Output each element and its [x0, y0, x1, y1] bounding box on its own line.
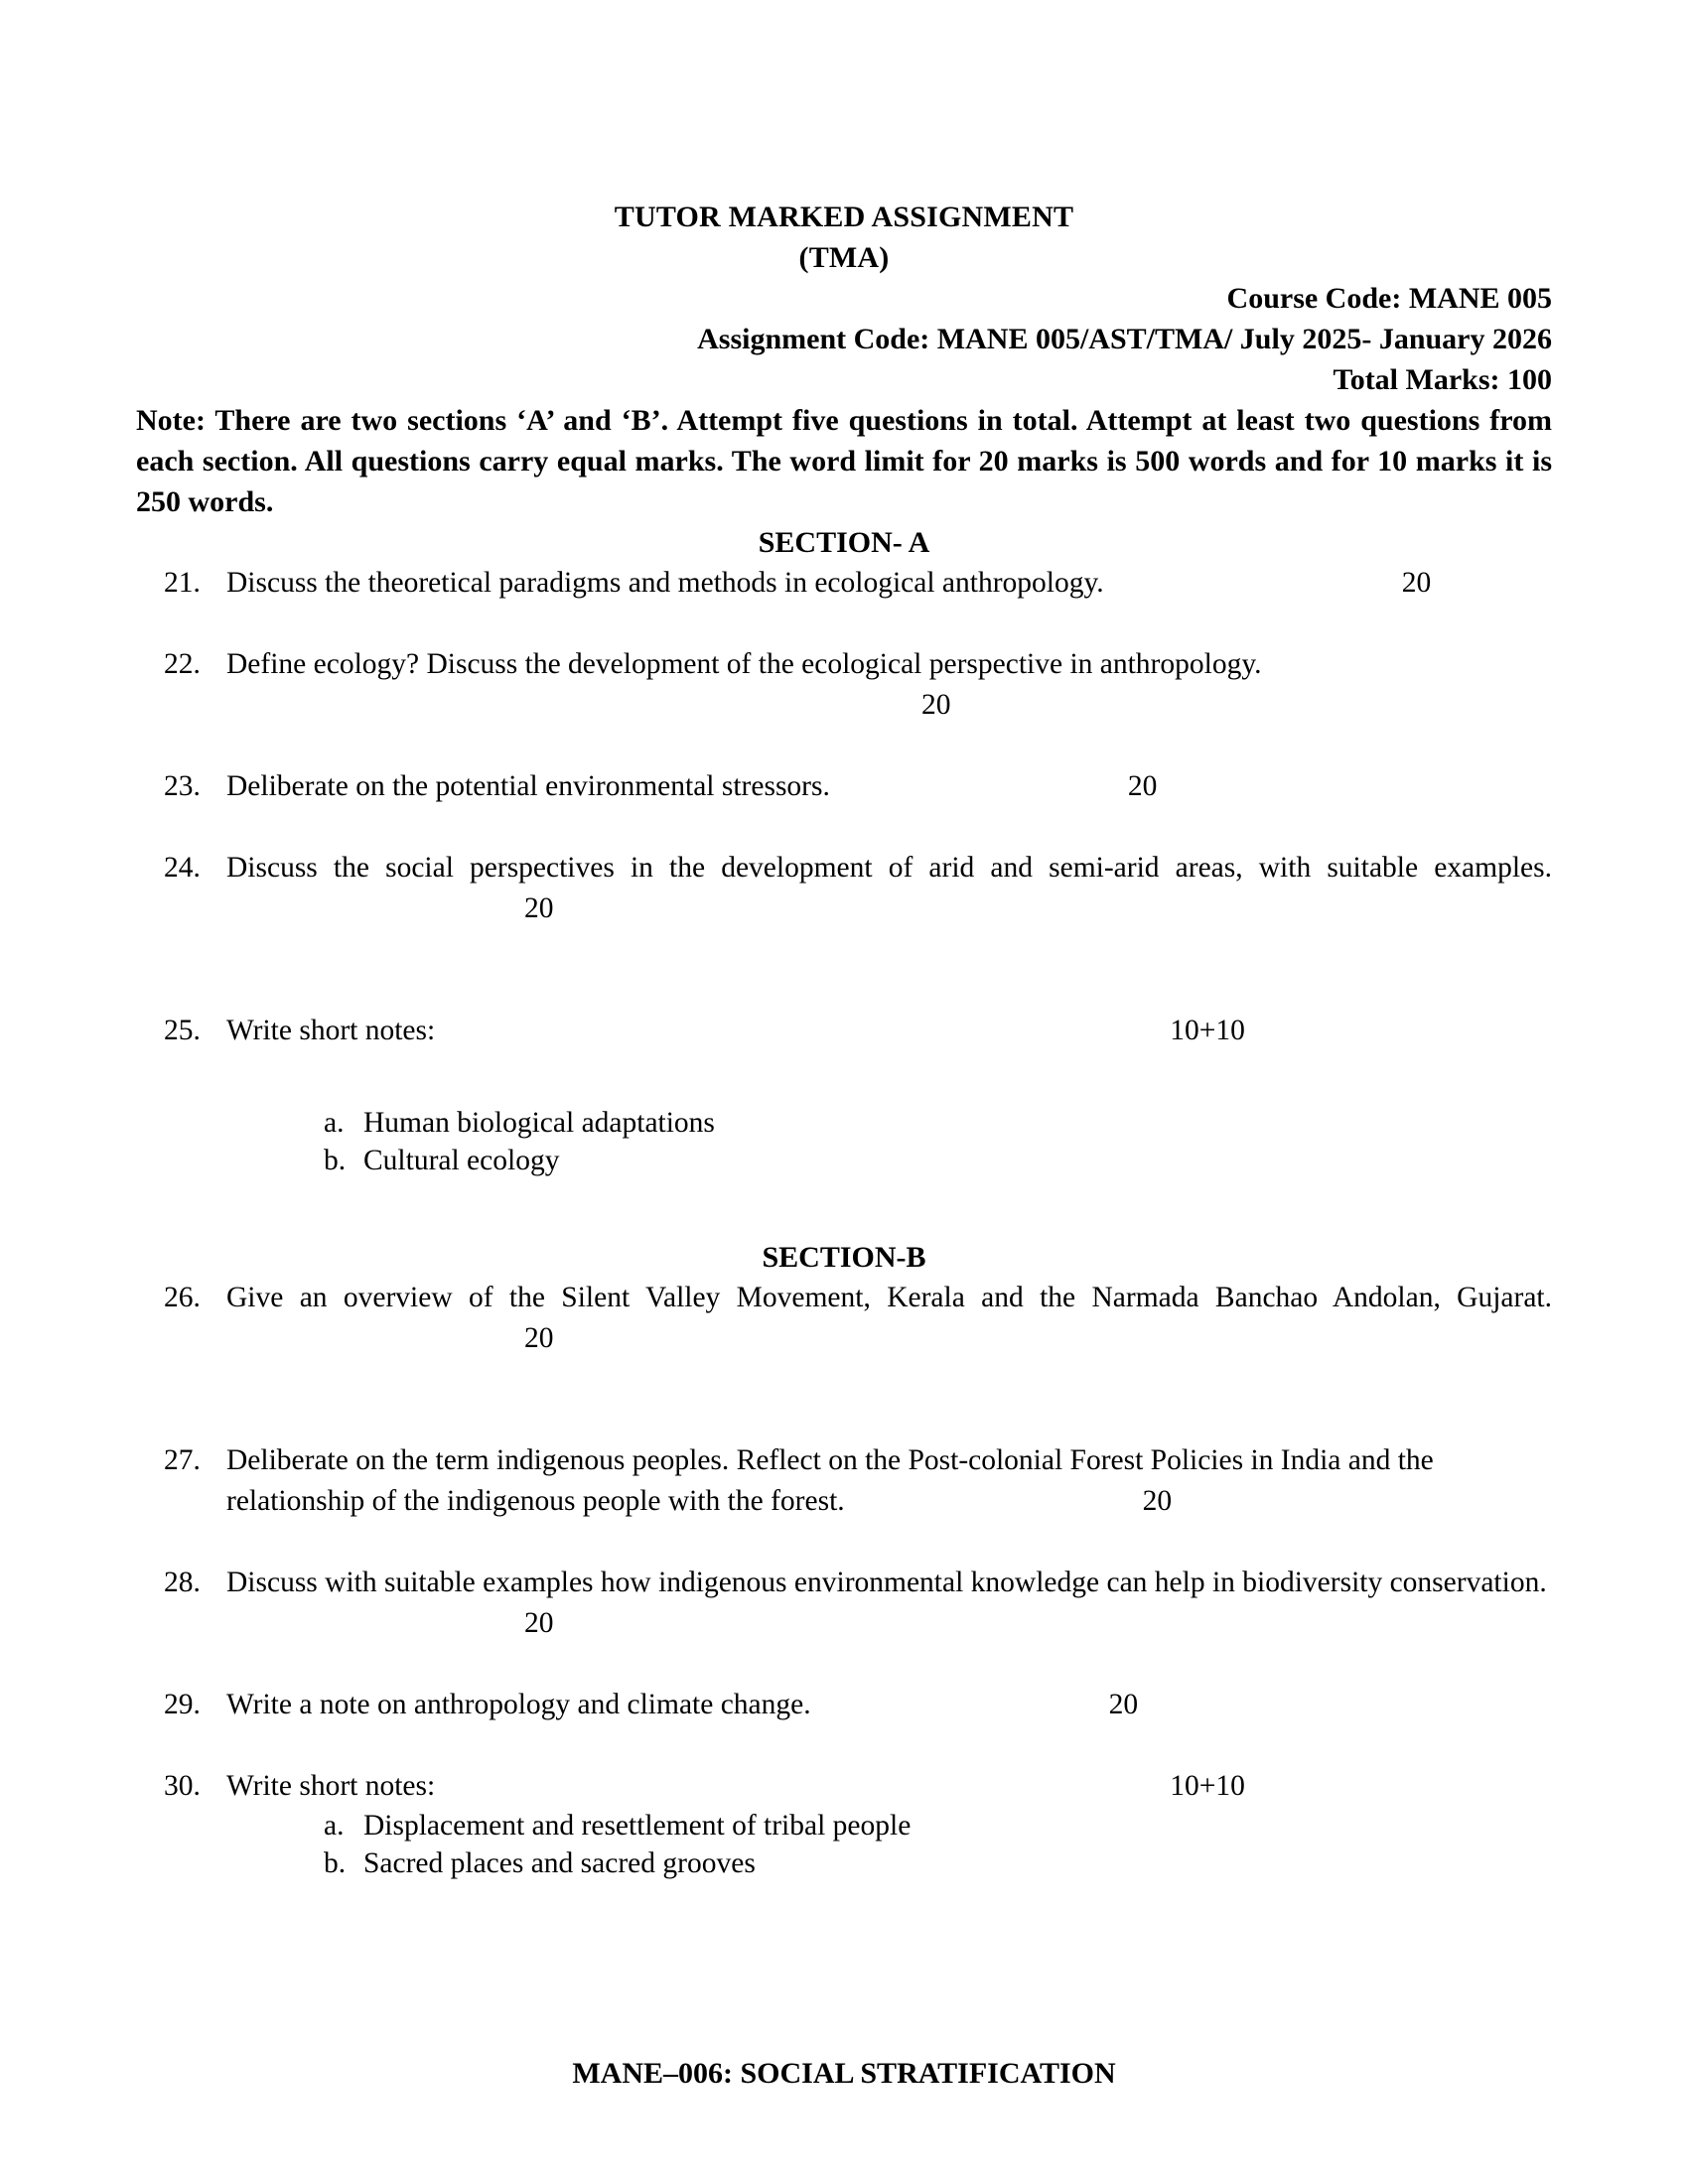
question-number: 21. [164, 567, 201, 599]
question-text [226, 1766, 1552, 1807]
page-footer: MANE–006: SOCIAL STRATIFICATION [572, 2057, 1116, 2090]
assignment-title-line-2: (TMA) [798, 241, 890, 274]
instructions-note: Note: There are two sections ‘A’ and ‘B’. Attempt five questions in total. Attempt at least two questions from each section. All questions carry equal marks. The word limit for 20 marks is 500 words and for 10 marks it is 250 words. [136, 404, 1552, 518]
document-content [136, 197, 1552, 1882]
question-marks: 20 [524, 892, 554, 924]
question-text [226, 1563, 1552, 1644]
question-marks: 10+10 [1170, 1015, 1245, 1046]
sub-item-text: Displacement and resettlement of tribal people [363, 1810, 912, 1842]
question-text [226, 1440, 1552, 1522]
sub-item-text: Sacred places and sacred grooves [363, 1847, 756, 1879]
question-text [226, 848, 1552, 970]
question-item [164, 848, 1552, 970]
question-item [164, 766, 1552, 807]
question-body: Write short notes: [226, 1770, 436, 1802]
sub-item [226, 1844, 1552, 1882]
question-item [164, 1440, 1552, 1522]
sub-item-text: Cultural ecology [363, 1145, 560, 1176]
question-body: Deliberate on the term indigenous peoples. Reflect on the Post-colonial Forest Policies in India and the relationship of the indigenous people with the forest. [226, 1444, 1434, 1517]
sections-container [136, 522, 1552, 1882]
question-text [226, 1011, 1552, 1051]
sub-item-letter: b. [324, 1847, 347, 1879]
question-text [226, 1278, 1552, 1400]
question-list [136, 563, 1552, 1179]
sub-item-list [226, 1807, 1552, 1882]
question-text [226, 766, 1552, 807]
question-body: Discuss the social perspectives in the development of arid and semi-arid areas, with suitable examples. [226, 852, 1552, 884]
question-number: 23. [164, 770, 201, 802]
question-number: 30. [164, 1770, 201, 1802]
question-list [136, 1278, 1552, 1882]
question-marks: 20 [524, 1607, 554, 1639]
question-marks: 20 [1108, 1689, 1139, 1720]
question-body: Write a note on anthropology and climate change. [226, 1689, 811, 1720]
question-item [164, 1278, 1552, 1400]
sub-item-letter: a. [324, 1810, 345, 1842]
question-marks: 20 [524, 1322, 554, 1354]
question-body: Give an overview of the Silent Valley Movement, Kerala and the Narmada Banchao Andolan, Gujarat. [226, 1282, 1552, 1313]
course-code: Course Code: MANE 005 [1226, 282, 1552, 315]
total-marks: Total Marks: 100 [1333, 363, 1552, 396]
sub-item [226, 1807, 1552, 1844]
question-body: Write short notes: [226, 1015, 436, 1046]
sub-item-list [226, 1104, 1552, 1179]
question-body: Deliberate on the potential environmental stressors. [226, 770, 830, 802]
question-item [164, 644, 1552, 726]
question-body: Discuss the theoretical paradigms and methods in ecological anthropology. [226, 567, 1104, 599]
question-number: 26. [164, 1282, 201, 1313]
question-text [226, 563, 1552, 604]
question-item [164, 1685, 1552, 1725]
sub-item-letter: a. [324, 1107, 345, 1139]
sub-item-letter: b. [324, 1145, 347, 1176]
question-body: Discuss with suitable examples how indigenous environmental knowledge can help in biodiversity conservation. [226, 1567, 1547, 1598]
question-body: Define ecology? Discuss the development of the ecological perspective in anthropology. [226, 648, 1262, 680]
section-spacer [136, 1179, 1552, 1237]
question-number: 28. [164, 1567, 201, 1598]
section-heading: SECTION- A [758, 526, 930, 559]
question-marks: 20 [1127, 770, 1158, 802]
question-text [226, 1685, 1552, 1725]
question-number: 25. [164, 1015, 201, 1046]
question-number: 29. [164, 1689, 201, 1720]
question-number: 22. [164, 648, 201, 680]
question-item [164, 1011, 1552, 1179]
question-item [164, 1766, 1552, 1882]
question-marks: 20 [1401, 567, 1432, 599]
section-heading: SECTION-B [762, 1241, 926, 1274]
question-number: 27. [164, 1444, 201, 1476]
sub-item [226, 1142, 1552, 1179]
question-item [164, 563, 1552, 604]
sub-item [226, 1104, 1552, 1142]
question-marks: 10+10 [1170, 1770, 1245, 1802]
question-marks: 20 [1142, 1485, 1173, 1517]
question-marks: 20 [921, 689, 951, 721]
question-number: 24. [164, 852, 201, 884]
question-text [226, 644, 1552, 685]
question-item [164, 1563, 1552, 1644]
sub-item-text: Human biological adaptations [363, 1107, 715, 1139]
assignment-title-line-1: TUTOR MARKED ASSIGNMENT [614, 201, 1074, 233]
assignment-code: Assignment Code: MANE 005/AST/TMA/ July 2025- January 2026 [697, 323, 1552, 355]
